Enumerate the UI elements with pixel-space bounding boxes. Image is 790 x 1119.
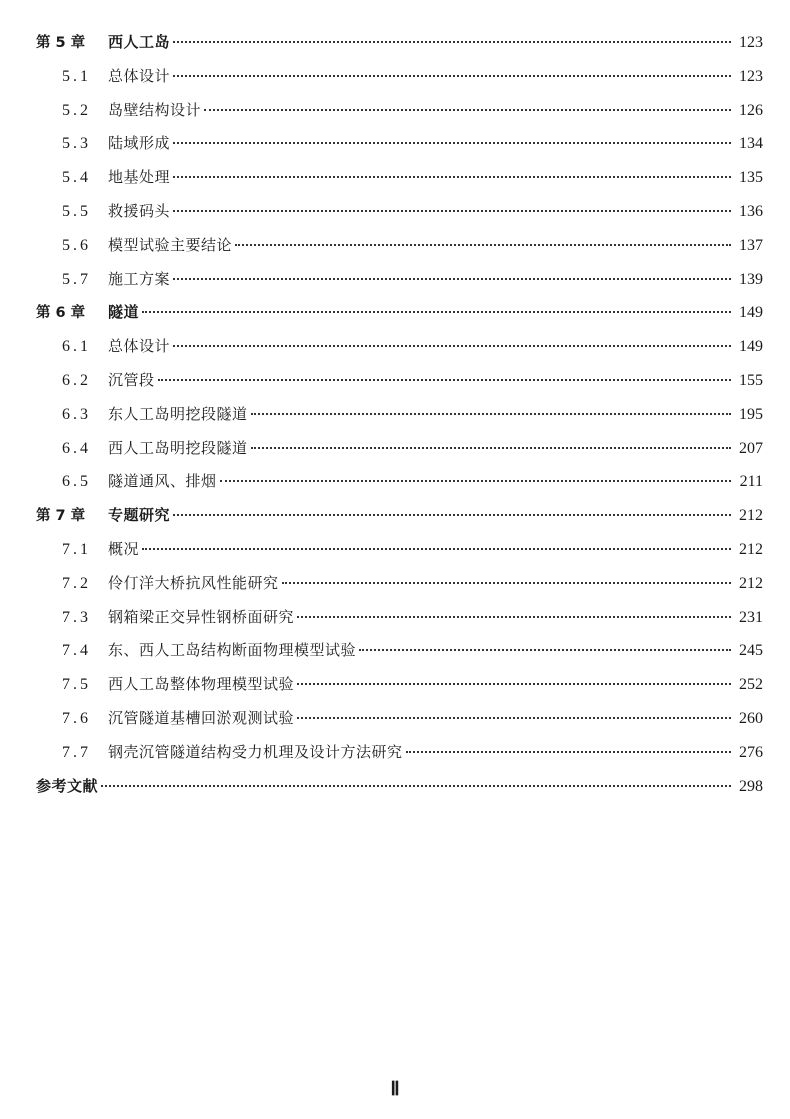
toc-title: 陆域形成 — [108, 134, 171, 153]
toc-section-6-2[interactable] — [36, 369, 763, 403]
toc-title: 概况 — [108, 539, 140, 558]
toc-number: 6.4 — [62, 439, 91, 457]
toc-title: 伶仃洋大桥抗风性能研究 — [108, 573, 279, 592]
toc-section-7-1[interactable] — [36, 538, 763, 572]
dot-leader — [204, 109, 731, 111]
toc-page-number: 123 — [739, 67, 763, 85]
toc-title: 岛壁结构设计 — [108, 100, 202, 119]
toc-title: 东人工岛明挖段隧道 — [108, 404, 248, 423]
dot-leader — [297, 616, 731, 618]
toc-number: 5.2 — [62, 101, 91, 119]
toc-title: 东、西人工岛结构断面物理模型试验 — [108, 641, 357, 660]
toc-number: 7.1 — [62, 540, 91, 558]
toc-chapter-6[interactable] — [36, 301, 763, 335]
dot-leader — [297, 683, 731, 685]
toc-section-5-4[interactable] — [36, 166, 763, 200]
dot-leader — [142, 311, 731, 313]
toc-chapter-7[interactable] — [36, 504, 763, 538]
toc-section-6-5[interactable] — [36, 470, 763, 504]
toc-title: 地基处理 — [108, 168, 171, 187]
toc-page-number: 134 — [739, 135, 763, 153]
dot-leader — [235, 244, 731, 246]
toc-page-number: 212 — [739, 540, 763, 558]
toc-page-number: 149 — [739, 338, 763, 356]
toc-page-number: 139 — [739, 270, 763, 288]
toc-number: 7.7 — [62, 743, 91, 761]
dot-leader — [173, 514, 731, 516]
toc-title: 西人工岛 — [108, 33, 171, 51]
toc-section-7-6[interactable] — [36, 707, 763, 741]
toc-page-number: 123 — [739, 34, 763, 51]
toc-title: 专题研究 — [108, 506, 171, 525]
toc-number: 6.3 — [62, 405, 91, 423]
toc-page-number: 212 — [739, 574, 763, 592]
toc-section-7-2[interactable] — [36, 572, 763, 606]
toc-section-5-7[interactable] — [36, 268, 763, 302]
toc-page-number: 260 — [739, 709, 763, 727]
toc-page-number: 195 — [739, 405, 763, 423]
toc-number: 6.1 — [62, 338, 91, 356]
page-numeral: Ⅱ — [390, 1079, 400, 1100]
toc-title: 钢壳沉管隧道结构受力机理及设计方法研究 — [108, 742, 403, 761]
toc-number: 5.6 — [62, 236, 91, 254]
toc-page-number: 135 — [739, 169, 763, 187]
toc-title: 沉管段 — [108, 370, 155, 389]
toc-title: 西人工岛明挖段隧道 — [108, 438, 248, 457]
toc-number: 6.5 — [62, 473, 91, 491]
toc-title: 西人工岛整体物理模型试验 — [108, 675, 295, 694]
toc-chapter-5[interactable] — [36, 31, 763, 65]
dot-leader — [251, 447, 731, 449]
toc-title: 救援码头 — [108, 201, 171, 220]
toc-section-7-5[interactable] — [36, 673, 763, 707]
toc-title: 模型试验主要结论 — [108, 235, 233, 254]
toc-page-number: 231 — [739, 608, 763, 626]
dot-leader — [173, 142, 731, 144]
toc-number: 第 5 章 — [36, 35, 86, 51]
dot-leader — [406, 751, 731, 753]
toc-title: 总体设计 — [108, 337, 171, 356]
toc-title: 参考文献 — [36, 776, 99, 795]
dot-leader — [173, 41, 731, 43]
dot-leader — [173, 176, 731, 178]
dot-leader — [158, 379, 731, 381]
toc-section-7-3[interactable] — [36, 606, 763, 640]
dot-leader — [173, 345, 731, 347]
toc-page-number: 276 — [739, 743, 763, 761]
dot-leader — [359, 649, 731, 651]
toc-page-number: 298 — [739, 777, 763, 795]
toc-title: 隧道通风、排烟 — [108, 472, 217, 491]
toc-number: 第 7 章 — [36, 508, 86, 525]
toc-page-number: 126 — [739, 101, 763, 119]
toc-section-5-3[interactable] — [36, 132, 763, 166]
toc-title: 沉管隧道基槽回淤观测试验 — [108, 708, 295, 727]
dot-leader — [220, 480, 731, 482]
toc-number: 5.5 — [62, 202, 91, 220]
toc-section-6-4[interactable] — [36, 437, 763, 471]
dot-leader — [173, 278, 731, 280]
toc-title: 钢箱梁正交异性钢桥面研究 — [108, 607, 295, 626]
toc-number: 7.5 — [62, 676, 91, 694]
toc-section-7-7[interactable] — [36, 741, 763, 775]
toc-page-number: 245 — [739, 642, 763, 660]
toc-page-number: 252 — [739, 676, 763, 694]
toc-page-number: 212 — [739, 507, 763, 525]
toc-number: 6.2 — [62, 371, 91, 389]
toc-number: 7.3 — [62, 608, 91, 626]
table-of-contents — [36, 31, 763, 808]
toc-section-6-1[interactable] — [36, 335, 763, 369]
toc-number: 7.6 — [62, 709, 91, 727]
toc-number: 7.4 — [62, 642, 91, 660]
toc-page-number: 155 — [739, 371, 763, 389]
dot-leader — [297, 717, 731, 719]
toc-section-5-2[interactable] — [36, 99, 763, 133]
toc-number: 7.2 — [62, 574, 91, 592]
dot-leader — [142, 548, 731, 550]
toc-number: 5.4 — [62, 169, 91, 187]
toc-section-5-1[interactable] — [36, 65, 763, 99]
toc-page-number: 137 — [739, 236, 763, 254]
toc-references[interactable] — [36, 775, 763, 809]
toc-page-number: 211 — [739, 473, 763, 491]
dot-leader — [282, 582, 731, 584]
toc-section-5-6[interactable] — [36, 234, 763, 268]
toc-section-7-4[interactable] — [36, 639, 763, 673]
toc-section-5-5[interactable] — [36, 200, 763, 234]
toc-title: 隧道 — [108, 303, 140, 322]
toc-number: 5.7 — [62, 270, 91, 288]
toc-title: 施工方案 — [108, 269, 171, 288]
toc-page-number: 136 — [739, 202, 763, 220]
toc-number: 5.3 — [62, 135, 91, 153]
toc-number: 第 6 章 — [36, 305, 86, 322]
toc-title: 总体设计 — [108, 66, 171, 85]
toc-number: 5.1 — [62, 67, 91, 85]
dot-leader — [173, 210, 731, 212]
toc-page-number: 207 — [739, 439, 763, 457]
dot-leader — [173, 75, 731, 77]
dot-leader — [251, 413, 731, 415]
toc-section-6-3[interactable] — [36, 403, 763, 437]
toc-page-number: 149 — [739, 304, 763, 322]
dot-leader — [101, 785, 731, 787]
